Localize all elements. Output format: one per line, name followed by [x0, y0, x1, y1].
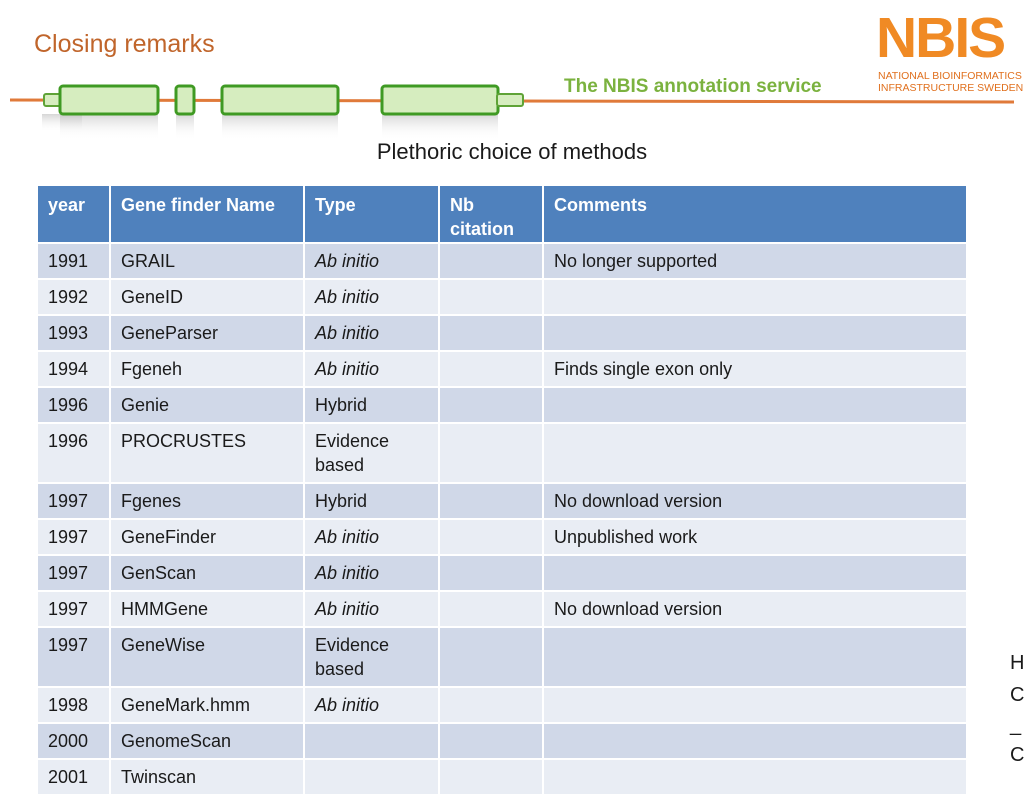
cell-name: Genie — [110, 387, 304, 423]
logo-subtitle-line1: NATIONAL BIOINFORMATICS — [878, 70, 1022, 82]
cell-type: Hybrid — [304, 483, 439, 519]
table-row — [37, 627, 967, 687]
table-row — [37, 723, 967, 759]
table-row — [37, 483, 967, 519]
cell-year: 1996 — [37, 387, 110, 423]
cell-name: GeneMark.hmm — [110, 687, 304, 723]
cell-type: Ab initio — [304, 555, 439, 591]
cell-comment — [543, 723, 967, 759]
cell-type: Ab initio — [304, 279, 439, 315]
cell-year: 1997 — [37, 483, 110, 519]
cell-name: GeneParser — [110, 315, 304, 351]
table-row — [37, 519, 967, 555]
cell-citation — [439, 519, 543, 555]
cell-year: 2001 — [37, 759, 110, 795]
cell-type: Ab initio — [304, 687, 439, 723]
gene-finder-table — [36, 184, 968, 796]
cell-year: 1998 — [37, 687, 110, 723]
banner-exon — [176, 86, 194, 114]
cell-citation — [439, 483, 543, 519]
cell-comment — [543, 687, 967, 723]
table-row — [37, 591, 967, 627]
service-label: The NBIS annotation service — [564, 76, 822, 97]
cell-year: 1997 — [37, 519, 110, 555]
cell-year: 1997 — [37, 555, 110, 591]
banner-exon — [60, 86, 158, 114]
cell-citation — [439, 423, 543, 483]
cell-comment — [543, 315, 967, 351]
cell-citation — [439, 591, 543, 627]
cell-name: Fgeneh — [110, 351, 304, 387]
table-row — [37, 351, 967, 387]
cell-year: 2000 — [37, 723, 110, 759]
banner-exon — [497, 94, 523, 106]
cell-name: Fgenes — [110, 483, 304, 519]
cell-comment: No download version — [543, 483, 967, 519]
cell-citation — [439, 723, 543, 759]
cell-name: Twinscan — [110, 759, 304, 795]
logo-wordmark: NBIS — [876, 6, 1005, 70]
cell-name: PROCRUSTES — [110, 423, 304, 483]
table-row — [37, 687, 967, 723]
cell-year: 1991 — [37, 243, 110, 279]
cell-name: GRAIL — [110, 243, 304, 279]
slide-title: Closing remarks — [34, 30, 215, 58]
table-body — [37, 243, 967, 795]
cell-name: GenomeScan — [110, 723, 304, 759]
cell-name: HMMGene — [110, 591, 304, 627]
cell-year: 1997 — [37, 591, 110, 627]
column-header-name: Gene finder Name — [110, 185, 304, 243]
cell-type: Ab initio — [304, 351, 439, 387]
cell-citation — [439, 687, 543, 723]
cell-comment — [543, 279, 967, 315]
cell-comment: Unpublished work — [543, 519, 967, 555]
column-header-comments: Comments — [543, 185, 967, 243]
cell-name: GeneFinder — [110, 519, 304, 555]
cell-year: 1992 — [37, 279, 110, 315]
table-row — [37, 279, 967, 315]
side-text-fragment: C — [1010, 744, 1024, 766]
cell-citation — [439, 387, 543, 423]
side-text-fragment: C — [1010, 684, 1024, 706]
cell-comment — [543, 627, 967, 687]
table-row — [37, 387, 967, 423]
cell-type: Ab initio — [304, 519, 439, 555]
cell-citation — [439, 279, 543, 315]
cell-name: GenScan — [110, 555, 304, 591]
cell-type: Ab initio — [304, 315, 439, 351]
cell-type: Hybrid — [304, 387, 439, 423]
side-text-fragment: H — [1010, 652, 1024, 674]
column-header-type: Type — [304, 185, 439, 243]
table-header-row — [37, 185, 967, 243]
cell-comment: Finds single exon only — [543, 351, 967, 387]
cell-comment — [543, 423, 967, 483]
cell-type — [304, 723, 439, 759]
cell-citation — [439, 759, 543, 795]
cell-citation — [439, 243, 543, 279]
table-row — [37, 555, 967, 591]
cell-year: 1993 — [37, 315, 110, 351]
cell-type: Evidence based — [304, 627, 439, 687]
banner-exon — [382, 86, 498, 114]
cell-comment — [543, 387, 967, 423]
banner-exon — [222, 86, 338, 114]
column-header-citation: Nb citation — [439, 185, 543, 243]
table-row — [37, 243, 967, 279]
cell-comment: No longer supported — [543, 243, 967, 279]
cell-citation — [439, 351, 543, 387]
cell-year: 1997 — [37, 627, 110, 687]
cell-type: Ab initio — [304, 243, 439, 279]
cell-comment — [543, 555, 967, 591]
cell-name: GeneID — [110, 279, 304, 315]
cell-citation — [439, 555, 543, 591]
cell-citation — [439, 627, 543, 687]
slide-subtitle: Plethoric choice of methods — [376, 139, 648, 164]
table-row — [37, 759, 967, 795]
banner-reflection — [42, 114, 498, 140]
table-row — [37, 423, 967, 483]
cell-type: Evidence based — [304, 423, 439, 483]
cell-year: 1996 — [37, 423, 110, 483]
column-header-year: year — [37, 185, 110, 243]
cell-year: 1994 — [37, 351, 110, 387]
cell-type — [304, 759, 439, 795]
side-text-fragment: _ — [1010, 714, 1022, 736]
cell-comment: No download version — [543, 591, 967, 627]
cell-comment — [543, 759, 967, 795]
cell-name: GeneWise — [110, 627, 304, 687]
cell-citation — [439, 315, 543, 351]
logo-subtitle-line2: INFRASTRUCTURE SWEDEN — [878, 82, 1024, 94]
table-row — [37, 315, 967, 351]
cell-type: Ab initio — [304, 591, 439, 627]
